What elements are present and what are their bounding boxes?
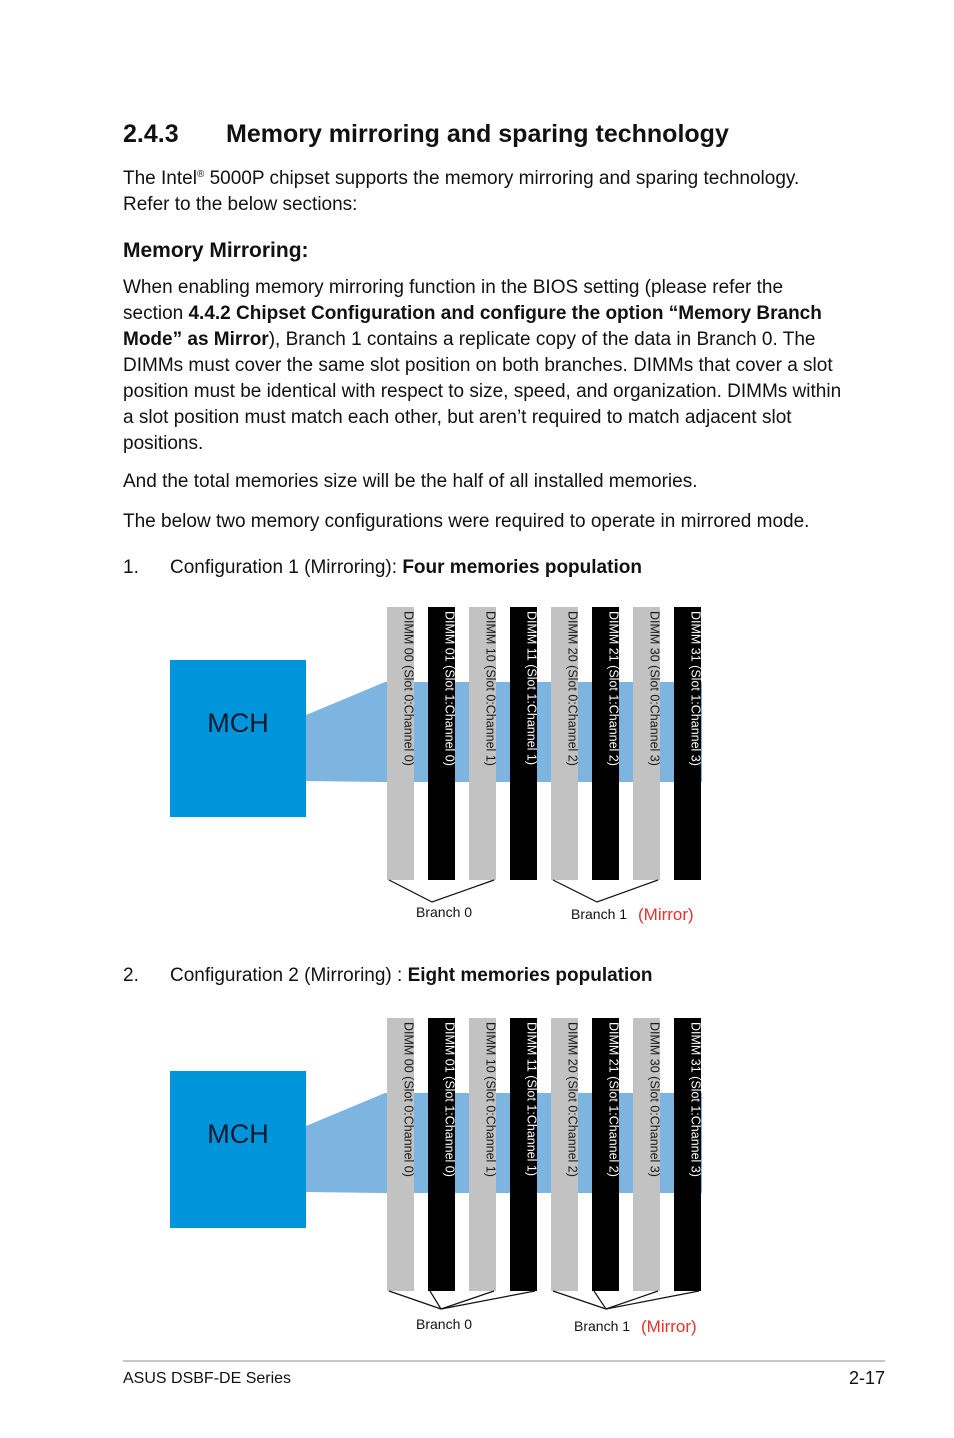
mch-label: MCH bbox=[207, 708, 269, 738]
dimm-label: DIMM 31 (Slot 1:Channel 3) bbox=[688, 1022, 703, 1177]
branch-1-bracket-line bbox=[606, 1291, 699, 1309]
registered-mark: ® bbox=[196, 169, 205, 180]
branch-0-bracket-line bbox=[441, 1291, 535, 1309]
config-1-heading bbox=[123, 557, 642, 579]
dimm-label: DIMM 30 (Slot 0:Channel 3) bbox=[647, 1022, 662, 1177]
dimm-diagram-svg bbox=[0, 600, 954, 945]
dimm-label: DIMM 21 (Slot 1:Channel 2) bbox=[606, 611, 621, 766]
mch-block bbox=[170, 1071, 306, 1228]
footer-divider bbox=[123, 1360, 885, 1362]
footer-page-number: 2-17 bbox=[848, 1368, 885, 1388]
config-2-diagram bbox=[0, 1011, 954, 1356]
config-1-label: Configuration 1 (Mirroring): bbox=[170, 557, 403, 578]
branch-1-bracket-line bbox=[594, 1291, 606, 1309]
dimm-label: DIMM 10 (Slot 0:Channel 1) bbox=[483, 611, 498, 766]
mirroring-text-a: When enabling memory mirroring function in the BIOS setting (please refer the section bbox=[123, 277, 784, 324]
config-1-number: 1. bbox=[123, 557, 139, 578]
total-size-paragraph: And the total memories size will be the half of all installed memories. bbox=[123, 471, 698, 492]
dimm-label: DIMM 00 (Slot 0:Channel 0) bbox=[401, 1022, 416, 1177]
footer-product-name: ASUS DSBF-DE Series bbox=[123, 1370, 292, 1387]
dimm-label: DIMM 01 (Slot 1:Channel 0) bbox=[442, 1022, 457, 1177]
dimm-label: DIMM 10 (Slot 0:Channel 1) bbox=[483, 1022, 498, 1177]
dimm-label: DIMM 01 (Slot 1:Channel 0) bbox=[442, 611, 457, 766]
dimm-label: DIMM 00 (Slot 0:Channel 0) bbox=[401, 611, 416, 766]
branch-0-label: Branch 0 bbox=[416, 904, 473, 920]
intro-text-1: The Intel bbox=[123, 168, 197, 189]
config-2-heading bbox=[123, 965, 653, 987]
section-number: 2.4.3 bbox=[123, 120, 179, 148]
mirroring-paragraph bbox=[123, 275, 843, 457]
dimm-label: DIMM 11 (Slot 1:Channel 1) bbox=[524, 1022, 539, 1176]
branch-1-bracket bbox=[553, 880, 658, 902]
dimm-label: DIMM 20 (Slot 0:Channel 2) bbox=[565, 1022, 580, 1177]
dimm-label: DIMM 30 (Slot 0:Channel 3) bbox=[647, 611, 662, 766]
config-2-population: Eight memories population bbox=[407, 965, 653, 986]
mirror-label: (Mirror) bbox=[641, 1317, 697, 1336]
dimm-label: DIMM 20 (Slot 0:Channel 2) bbox=[565, 611, 580, 766]
branch-0-bracket-line bbox=[389, 1291, 441, 1309]
intro-text-2: 5000P chipset supports the memory mirroring and sparing technology. Refer to the below sections: bbox=[123, 168, 800, 215]
branch-1-label: Branch 1 bbox=[574, 1318, 631, 1334]
dimm-diagram-svg bbox=[0, 1011, 954, 1356]
config-2-number: 2. bbox=[123, 965, 139, 986]
mirroring-bios-reference: 4.4.2 Chipset Configuration and configure the option “Memory Branch Mode” as Mirror bbox=[123, 303, 822, 350]
section-title-text: Memory mirroring and sparing technology bbox=[226, 120, 729, 148]
config-1-diagram bbox=[0, 600, 954, 945]
branch-1-bracket-line bbox=[553, 1291, 606, 1309]
intro-paragraph bbox=[123, 166, 843, 218]
mch-label: MCH bbox=[207, 1119, 269, 1149]
branch-0-label: Branch 0 bbox=[416, 1316, 473, 1332]
dimm-label: DIMM 21 (Slot 1:Channel 2) bbox=[606, 1022, 621, 1177]
mch-block bbox=[170, 660, 306, 817]
dimm-label: DIMM 11 (Slot 1:Channel 1) bbox=[524, 611, 539, 765]
section-title bbox=[123, 120, 729, 149]
config-1-population: Four memories population bbox=[402, 557, 642, 578]
configs-intro-paragraph: The below two memory configurations were required to operate in mirrored mode. bbox=[123, 511, 810, 532]
config-2-label: Configuration 2 (Mirroring) : bbox=[170, 965, 408, 986]
mirror-label: (Mirror) bbox=[638, 905, 694, 924]
dimm-label: DIMM 31 (Slot 1:Channel 3) bbox=[688, 611, 703, 766]
mirroring-text-b: ), Branch 1 contains a replicate copy of the data in Branch 0. The DIMMs must cover the same slot position on both branches. DIMMs that cover a slot position must be identical with respect to size, speed, and organization. DIMMs within a slot position must match each other, but aren’t required to match adjacent slot positions. bbox=[123, 329, 842, 454]
branch-0-bracket bbox=[389, 880, 494, 902]
branch-1-label: Branch 1 bbox=[571, 906, 628, 922]
memory-mirroring-heading: Memory Mirroring: bbox=[123, 239, 309, 262]
